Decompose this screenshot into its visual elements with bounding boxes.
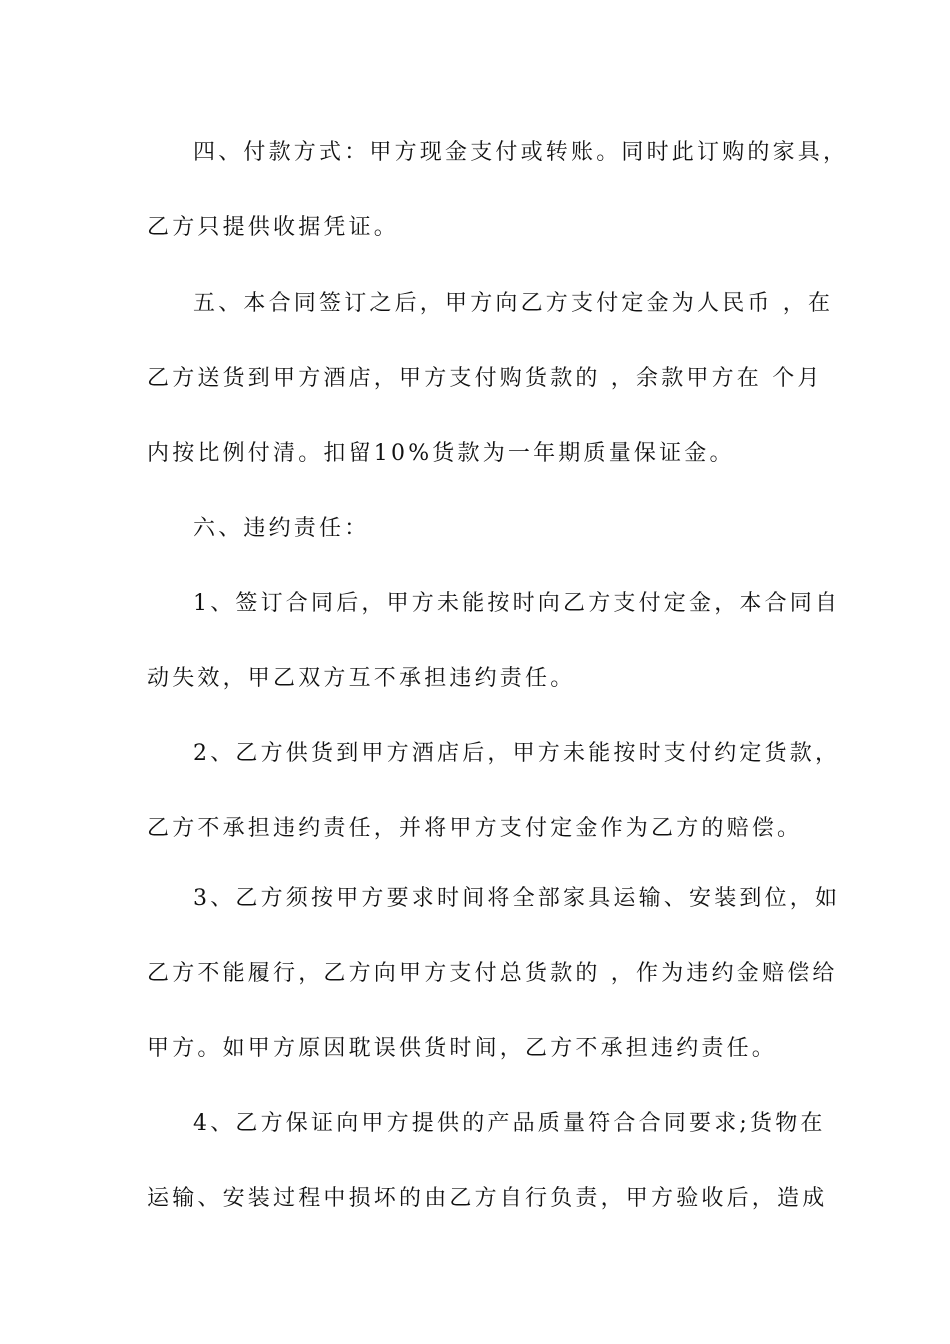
section-heading-liability: 六、违约责任： [193,516,370,541]
paragraph-deposit-line-3: 内按比例付清。扣留10%货款为一年期质量保证金。 [147,441,735,466]
paragraph-payment-method-line-2: 乙方只提供收据凭证。 [147,215,400,240]
clause-3-line-3: 甲方。如甲方原因耽误供货时间，乙方不承担违约责任。 [147,1036,778,1061]
clause-4-line-1: 4、乙方保证向甲方提供的产品质量符合合同要求;货物在 [193,1111,826,1136]
clause-1-line-2: 动失效，甲乙双方互不承担违约责任。 [147,666,576,691]
clause-2-line-2: 乙方不承担违约责任，并将甲方支付定金作为乙方的赔偿。 [147,816,803,841]
paragraph-deposit-line-1: 五、本合同签订之后，甲方向乙方支付定金为人民币 ，在 [193,291,834,316]
paragraph-deposit-line-2: 乙方送货到甲方酒店，甲方支付购货款的 ，余款甲方在 个月 [147,366,823,391]
clause-3-line-1: 3、乙方须按甲方要求时间将全部家具运输、安装到位，如 [193,886,841,911]
paragraph-payment-method-line-1: 四、付款方式：甲方现金支付或转账。同时此订购的家具， [193,140,849,165]
clause-3-line-2: 乙方不能履行，乙方向甲方支付总货款的 ，作为违约金赔偿给 [147,961,838,986]
clause-4-line-2: 运输、安装过程中损坏的由乙方自行负责，甲方验收后，造成 [147,1186,828,1211]
clause-2-line-1: 2、乙方供货到甲方酒店后，甲方未能按时支付约定货款， [193,741,841,766]
clause-1-line-1: 1、签订合同后，甲方未能按时向乙方支付定金，本合同自 [193,591,841,616]
